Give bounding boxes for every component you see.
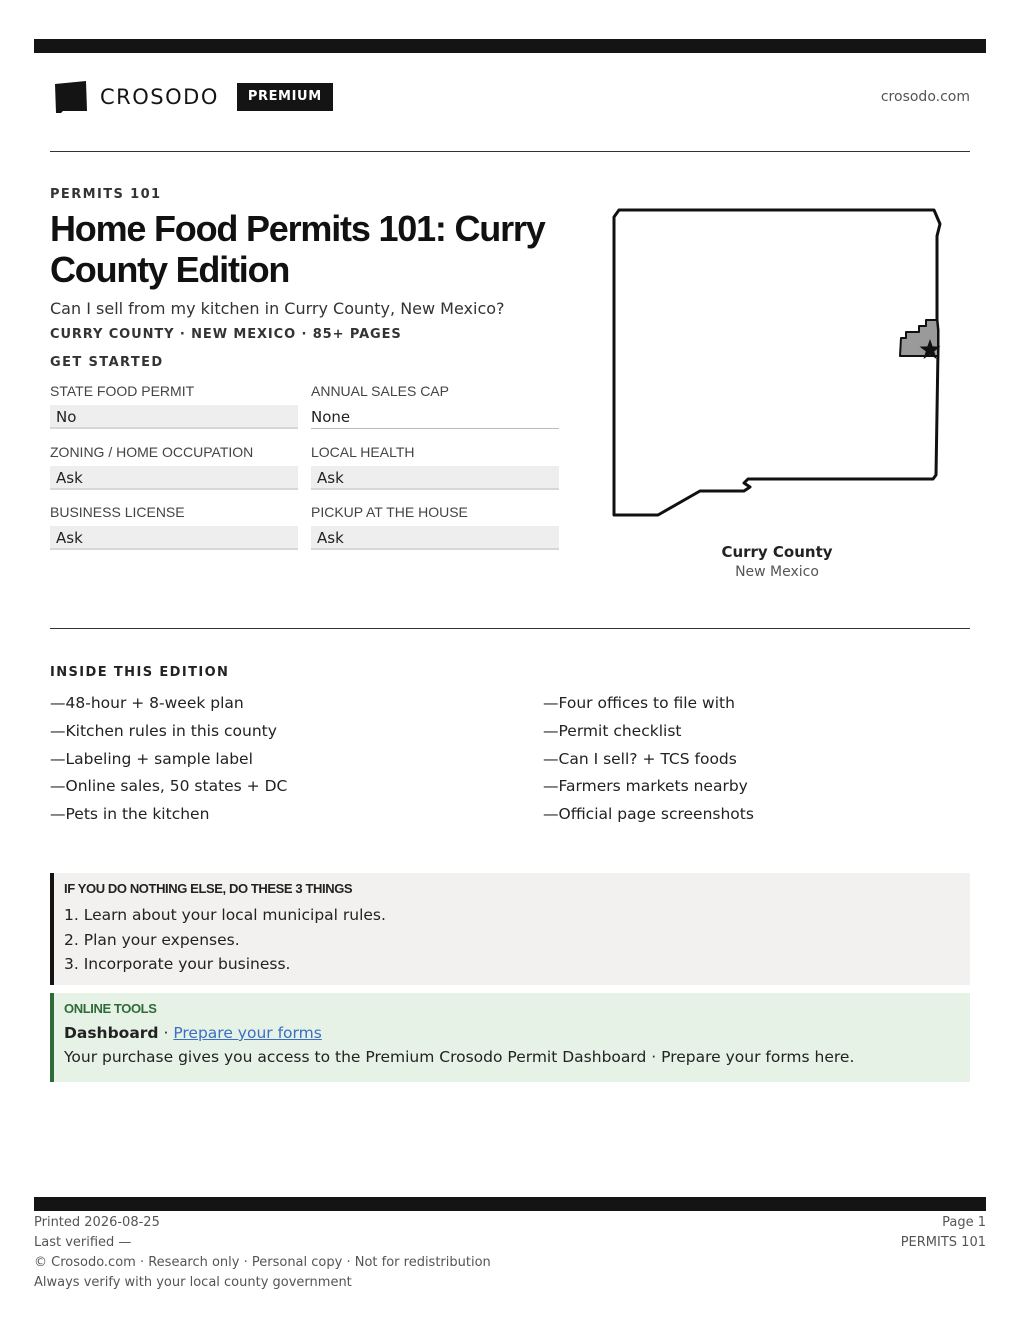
page-title: Home Food Permits 101: Curry County Edition [50,208,545,290]
subtitle: Can I sell from my kitchen in Curry County, New Mexico? [50,299,505,318]
new-mexico-logo-icon [54,80,88,114]
map-caption [627,543,927,580]
callout-list [64,903,970,977]
field-zoning [50,444,298,490]
field-label: LOCAL HEALTH [311,444,415,460]
callout-item: 2. Plan your expenses. [64,930,240,949]
printed-date: Printed 2026-08-25 [34,1215,160,1230]
toc-item[interactable]: —Online sales, 50 states + DC [50,777,288,796]
tools-description: Your purchase gives you access to the Premium Crosodo Permit Dashboard · Prepare your forms here. [64,1048,855,1066]
callout-title: IF YOU DO NOTHING ELSE, DO THESE 3 THINGS [64,881,353,896]
dashboard-label: Dashboard [64,1024,159,1042]
last-verified: Last verified — [34,1235,132,1250]
callout-item: 3. Incorporate your business. [64,955,291,973]
field-annual-sales-cap [311,383,559,429]
footer-left [34,1213,491,1293]
field-value: Ask [311,466,559,490]
callout-item: 1. Learn about your local municipal rules. [64,906,386,924]
copyright: © Crosodo.com · Research only · Personal copy · Not for redistribution [34,1255,491,1270]
toc-item[interactable]: —Official page screenshots [543,805,754,824]
toc-item[interactable]: —48-hour + 8-week plan [50,694,244,712]
top-bar [34,39,986,53]
toc-item[interactable]: —Kitchen rules in this county [50,721,277,740]
online-tools-callout [50,993,970,1082]
toc-right [543,690,754,829]
field-label: STATE FOOD PERMIT [50,383,195,399]
page-number: Page 1 [942,1215,986,1230]
field-pickup-at-house [311,504,559,550]
header [50,76,970,120]
field-label: ANNUAL SALES CAP [311,383,449,399]
field-value: Ask [50,526,298,550]
toc-item[interactable]: —Pets in the kitchen [50,805,210,824]
edition-meta: CURRY COUNTY · NEW MEXICO · 85+ PAGES [50,327,402,342]
footer-section: PERMITS 101 [900,1235,986,1250]
brand[interactable] [54,80,333,114]
field-value: Ask [50,466,298,490]
map-state-name: New Mexico [735,564,819,580]
verify-note: Always verify with your local county government [34,1275,352,1290]
three-things-callout [50,873,970,985]
brand-name: CROSODO [100,85,219,109]
toc-item[interactable]: —Four offices to file with [543,694,735,712]
field-value: No [50,405,298,429]
tools-separator: · [158,1024,174,1042]
site-url[interactable]: crosodo.com [880,89,970,105]
footer-right [901,1213,986,1253]
bottom-bar [34,1197,986,1211]
field-local-health [311,444,559,490]
premium-badge: PREMIUM [237,83,333,111]
eyebrow: PERMITS 101 [50,187,162,202]
tools-links [64,1024,970,1042]
toc-item[interactable]: —Permit checklist [543,721,682,740]
toc-item[interactable]: —Farmers markets nearby [543,777,748,796]
inside-edition-heading: INSIDE THIS EDITION [50,665,230,680]
field-label: PICKUP AT THE HOUSE [311,504,468,520]
tools-title: ONLINE TOOLS [64,1001,157,1016]
header-divider [50,151,970,152]
toc-left [50,690,287,829]
toc-item[interactable]: —Can I sell? + TCS foods [543,749,737,768]
prepare-forms-link[interactable]: Prepare your forms [173,1024,322,1042]
field-business-license [50,504,298,550]
state-map [608,204,948,524]
field-state-food-permit [50,383,298,429]
field-label: ZONING / HOME OCCUPATION [50,444,254,460]
map-county-name: Curry County [721,543,833,561]
field-label: BUSINESS LICENSE [50,504,185,520]
new-mexico-outline [614,210,940,515]
field-value: None [311,405,559,429]
field-value: Ask [311,526,559,550]
get-started-heading: GET STARTED [50,355,164,370]
toc-item[interactable]: —Labeling + sample label [50,749,253,768]
section-divider [50,628,970,629]
